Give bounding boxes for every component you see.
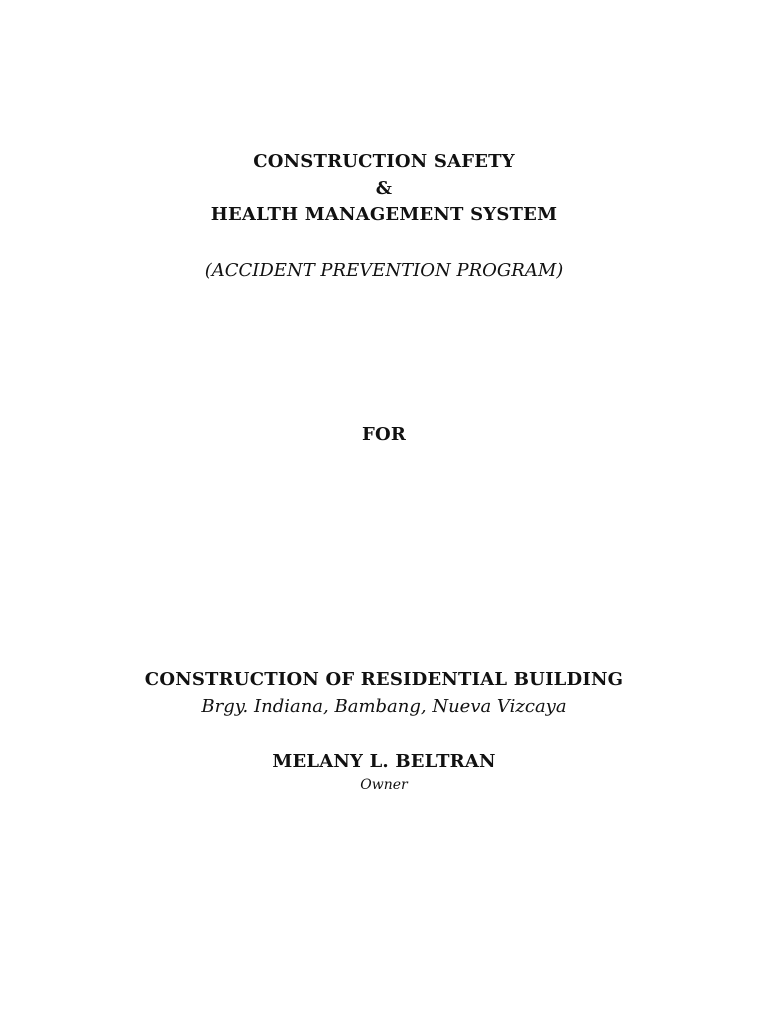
owner-role: Owner <box>360 777 408 793</box>
document-title-ampersand: & <box>375 178 393 199</box>
document-title-line-2: HEALTH MANAGEMENT SYSTEM <box>210 204 558 225</box>
document-subtitle: (ACCIDENT PREVENTION PROGRAM) <box>204 260 564 281</box>
project-name: CONSTRUCTION OF RESIDENTIAL BUILDING <box>144 669 624 690</box>
project-location: Brgy. Indiana, Bambang, Nueva Vizcaya <box>201 696 567 717</box>
for-label: FOR <box>361 424 407 445</box>
document-title-line-1: CONSTRUCTION SAFETY <box>253 151 515 172</box>
owner-name: MELANY L. BELTRAN <box>272 751 496 772</box>
